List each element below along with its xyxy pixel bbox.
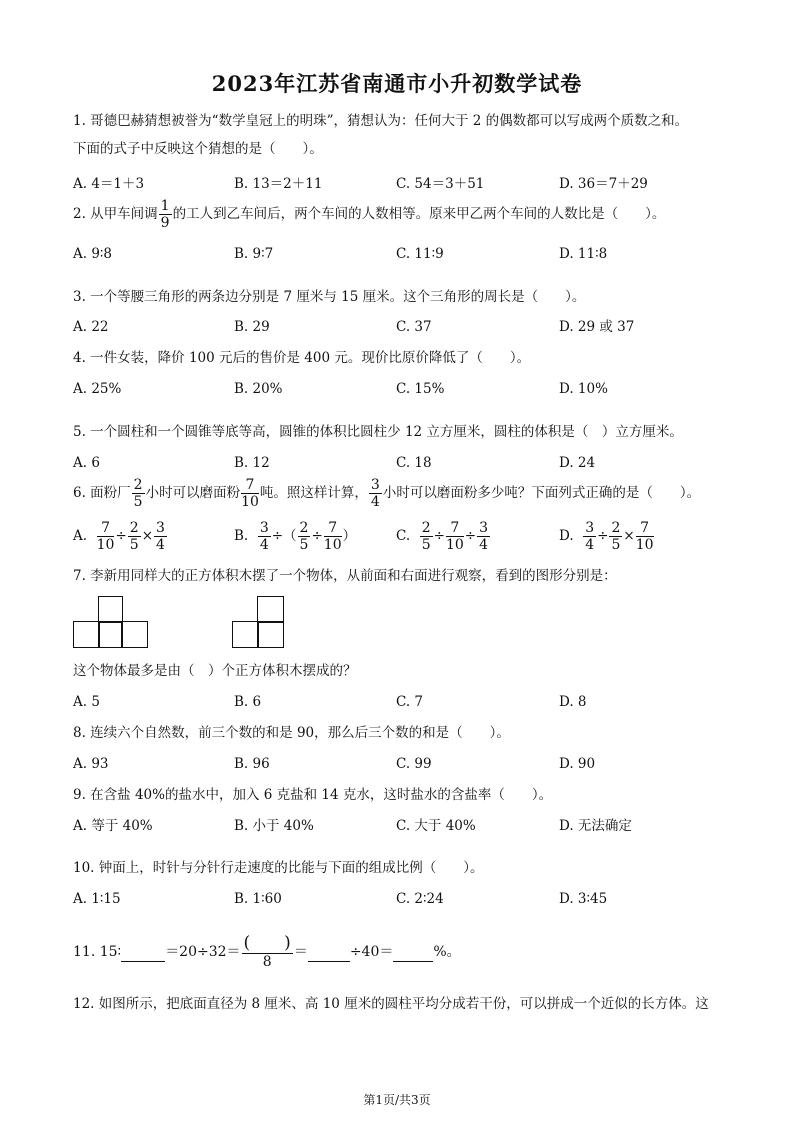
question-6-fraction-3 xyxy=(369,478,382,509)
option-label: B. xyxy=(234,528,249,544)
question-4-line: 4. 一件女装，降价 100 元后的售价是 400 元。现价比原价降低了（ ）。 xyxy=(73,350,531,366)
fraction xyxy=(609,521,622,552)
operator: ÷（ xyxy=(271,528,297,544)
fraction-numerator: 2 xyxy=(299,520,309,536)
page-footer: 第1页/共3页 xyxy=(363,1093,431,1107)
block-square xyxy=(257,596,284,623)
fraction xyxy=(446,521,464,552)
question-7-option-d: D. 8 xyxy=(559,694,587,710)
question-7-line: 7. 李新用同样大的正方体积木摆了一个物体，从前面和右面进行观察，看到的图形分别是： xyxy=(73,568,617,584)
question-6-text-1: 6. 面粉厂 xyxy=(73,485,131,501)
fraction xyxy=(324,521,342,552)
question-11-text-5: %。 xyxy=(433,944,461,960)
fraction xyxy=(477,521,490,552)
question-10-line: 10. 钟面上，时针与分针行走速度的比能与下面的组成比例（ ）。 xyxy=(73,860,484,876)
question-7-question: 这个物体最多是由（ ）个正方体积木摆成的？ xyxy=(73,663,357,679)
question-9-option-d: D. 无法确定 xyxy=(559,818,632,834)
fraction-denominator: 5 xyxy=(611,537,621,553)
operator: ÷ xyxy=(115,528,127,544)
question-11-text-3: ＝ xyxy=(293,944,308,960)
operator: ÷ xyxy=(433,528,445,544)
question-6-option-c xyxy=(396,521,491,552)
question-7-option-b: B. 6 xyxy=(234,694,262,710)
fraction-numerator: 7 xyxy=(97,521,115,537)
question-8-line: 8. 连续六个自然数，前三个数的和是 90，那么后三个数的和是（ ）。 xyxy=(73,725,510,741)
question-9-option-b: B. 小于 40% xyxy=(234,818,314,834)
question-7-option-a: A. 5 xyxy=(73,694,100,710)
operator: ÷ xyxy=(597,528,609,544)
fraction xyxy=(154,521,167,552)
fraction xyxy=(128,521,141,552)
question-11-text-1: 11. 15∶ xyxy=(73,944,122,960)
question-2-option-d: D. 11∶8 xyxy=(559,246,608,262)
operator: ） xyxy=(342,528,357,544)
fraction-numerator: 3 xyxy=(479,520,489,536)
question-4-option-d: D. 10% xyxy=(559,381,608,397)
fraction-denominator: 10 xyxy=(241,494,259,510)
question-11-fraction xyxy=(242,935,293,969)
fraction-denominator: 10 xyxy=(445,537,464,553)
block-square xyxy=(98,596,123,623)
fraction-denominator: 8 xyxy=(262,954,272,970)
operator: × xyxy=(141,528,154,544)
question-1-option-a: A. 4＝1＋3 xyxy=(73,176,145,192)
question-2-option-a: A. 9∶8 xyxy=(73,246,113,262)
fraction xyxy=(298,521,311,552)
fraction-denominator: 5 xyxy=(133,494,143,510)
question-2-prefix: 2. 从甲车间调 xyxy=(73,206,158,222)
question-3-option-b: B. 29 xyxy=(234,319,270,335)
block-square xyxy=(232,621,259,648)
operator: ÷ xyxy=(464,528,477,544)
question-9-option-c: C. 大于 40% xyxy=(396,818,476,834)
question-1-line-1: 1. 哥德巴赫猜想被誉为“数学皇冠上的明珠”，猜想认为：任何大于 2 的偶数都可以写成两个质数之和。 xyxy=(73,113,689,129)
fraction xyxy=(258,521,271,552)
question-2-option-b: B. 9∶7 xyxy=(234,246,274,262)
fraction-numerator: 3 xyxy=(259,520,269,536)
question-10-option-c: C. 2∶24 xyxy=(396,891,444,907)
question-3-line: 3. 一个等腰三角形的两条边分别是 7 厘米与 15 厘米。这个三角形的周长是（ ）。 xyxy=(73,289,586,305)
question-9-option-a: A. 等于 40% xyxy=(73,818,153,834)
question-6-text-2: 小时可以磨面粉 xyxy=(145,485,241,501)
answer-blank-2[interactable] xyxy=(308,943,350,962)
question-11-line xyxy=(73,935,461,969)
fraction-numerator: 7 xyxy=(324,521,342,537)
question-8-option-c: C. 99 xyxy=(396,756,432,772)
question-6-option-a xyxy=(73,521,168,552)
question-5-option-d: D. 24 xyxy=(559,455,596,471)
question-6-line xyxy=(73,478,700,509)
question-10-option-a: A. 1∶15 xyxy=(73,891,121,907)
question-8-option-b: B. 96 xyxy=(234,756,270,772)
fraction-denominator: 9 xyxy=(160,215,170,231)
question-3-option-a: A. 22 xyxy=(73,319,109,335)
block-square xyxy=(73,621,100,648)
fraction xyxy=(420,521,433,552)
question-11-text-2: ＝20÷32＝ xyxy=(165,944,241,960)
question-7-option-c: C. 7 xyxy=(396,694,424,710)
question-1-option-d: D. 36＝7＋29 xyxy=(559,176,648,192)
question-6-option-d xyxy=(559,521,655,552)
fraction-denominator: 10 xyxy=(323,537,342,553)
fraction-numerator: 7 xyxy=(241,478,259,494)
fraction-denominator: 4 xyxy=(479,537,489,553)
question-6-option-b xyxy=(234,521,356,552)
question-1-option-b: B. 13＝2＋11 xyxy=(234,176,323,192)
fraction-denominator: 4 xyxy=(370,494,380,510)
option-label: A. xyxy=(73,528,88,544)
fraction-numerator: 2 xyxy=(421,520,431,536)
question-8-option-d: D. 90 xyxy=(559,756,596,772)
option-label: C. xyxy=(396,528,411,544)
option-label: D. xyxy=(559,528,574,544)
question-10-option-d: D. 3∶45 xyxy=(559,891,608,907)
question-6-text-3: 吨。照这样计算， xyxy=(259,485,368,501)
question-1-line-2: 下面的式子中反映这个猜想的是（ ）。 xyxy=(73,141,323,157)
fraction-denominator: 4 xyxy=(156,537,165,553)
right-view-figure xyxy=(232,596,284,648)
question-5-option-a: A. 6 xyxy=(73,455,100,471)
question-5-option-b: B. 12 xyxy=(234,455,270,471)
fraction-numerator: 2 xyxy=(129,520,139,536)
fraction-denominator: 4 xyxy=(585,537,595,553)
answer-blank-1[interactable] xyxy=(121,943,165,962)
question-2-fraction xyxy=(159,199,172,230)
fraction-denominator: 10 xyxy=(96,537,115,553)
fraction-numerator: 7 xyxy=(636,521,654,537)
question-4-option-c: C. 15% xyxy=(396,381,445,397)
front-view-figure xyxy=(73,596,148,648)
question-2-line xyxy=(73,199,665,230)
block-square xyxy=(121,621,148,648)
fraction-denominator: 5 xyxy=(421,537,431,553)
page-title: 2023年江苏省南通市小升初数学试卷 xyxy=(211,71,583,96)
question-6-fraction-1 xyxy=(132,478,145,509)
question-6-fraction-2 xyxy=(241,478,259,509)
question-10-option-b: B. 1∶60 xyxy=(234,891,282,907)
question-4-option-a: A. 25% xyxy=(73,381,122,397)
fraction-denominator: 5 xyxy=(129,537,139,553)
operator: × xyxy=(623,528,635,544)
question-6-text-4: 小时可以磨面粉多少吨？下面列式正确的是（ ）。 xyxy=(382,485,701,501)
fraction xyxy=(583,521,596,552)
question-11-text-4: ÷40＝ xyxy=(349,944,394,960)
fraction xyxy=(97,521,115,552)
fraction-numerator: 7 xyxy=(446,521,464,537)
fraction-numerator-blank[interactable]: ( ) xyxy=(243,933,291,953)
question-12-line: 12. 如图所示，把底面直径为 8 厘米、高 10 厘米的圆柱平均分成若干份，可以拼成一个近似的长方体。这 xyxy=(73,996,709,1012)
block-square xyxy=(98,621,123,648)
question-3-option-d: D. 29 或 37 xyxy=(559,319,635,335)
fraction-numerator: 3 xyxy=(585,520,595,536)
question-1-option-c: C. 54＝3＋51 xyxy=(396,176,485,192)
fraction-numerator: 3 xyxy=(156,520,165,536)
question-5-option-c: C. 18 xyxy=(396,455,432,471)
fraction xyxy=(636,521,654,552)
question-8-option-a: A. 93 xyxy=(73,756,109,772)
operator: ÷ xyxy=(311,528,323,544)
fraction-numerator: 3 xyxy=(370,477,380,493)
question-2-option-c: C. 11∶9 xyxy=(396,246,444,262)
fraction-numerator: 2 xyxy=(611,520,621,536)
block-square xyxy=(257,621,284,648)
fraction-denominator: 10 xyxy=(635,537,654,553)
answer-blank-3[interactable] xyxy=(393,943,433,962)
fraction-denominator: 4 xyxy=(259,537,269,553)
fraction-numerator: 1 xyxy=(160,198,170,214)
fraction-denominator: 5 xyxy=(299,537,309,553)
question-5-line: 5. 一个圆柱和一个圆锥等底等高，圆锥的体积比圆柱少 12 立方厘米，圆柱的体积是（ ）立方厘米。 xyxy=(73,424,683,440)
question-4-option-b: B. 20% xyxy=(234,381,283,397)
question-9-line: 9. 在含盐 40%的盐水中，加入 6 克盐和 14 克水，这时盐水的含盐率（ ）。 xyxy=(73,787,553,803)
question-2-suffix: 的工人到乙车间后，两个车间的人数相等。原来甲乙两个车间的人数比是（ ）。 xyxy=(172,206,666,222)
question-3-option-c: C. 37 xyxy=(396,319,432,335)
fraction-numerator: 2 xyxy=(133,477,143,493)
